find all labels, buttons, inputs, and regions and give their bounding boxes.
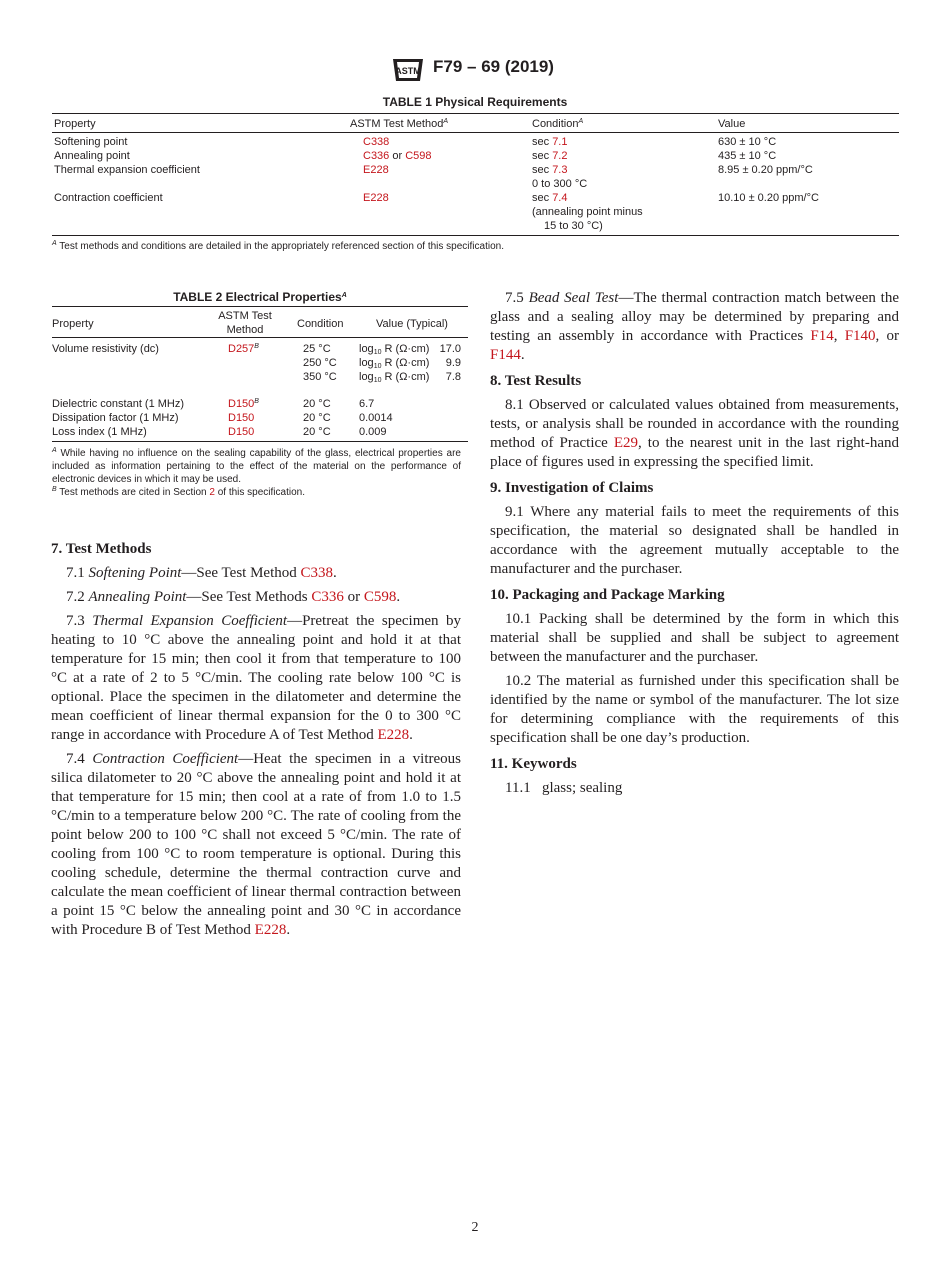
table2-cell-condition: 350 °C — [303, 371, 337, 383]
table2-cell-method: $D150^B$ — [228, 398, 259, 410]
section-8-heading: 8. Test Results — [490, 373, 582, 389]
section-11-heading: 11. Keywords — [490, 756, 577, 772]
table1-cell-method-link[interactable]: E228 — [363, 192, 389, 204]
page-header — [0, 54, 950, 86]
section-7-heading: 7. Test Methods — [51, 541, 152, 557]
table2-bottom-rule — [52, 441, 468, 442]
paragraph-7-3: 7.3 Thermal Expansion Coefficient—Pretreat the specimen by heating to 10 °C above the annealing point and hold it at that temperature for 15 min; then cool it from that temperature to 100 °C at a rate of 2 to 5 °C/min. The cooling rate below 100 °C is optional. Place the specimen in the dilatometer and determine the mean coefficient of linear thermal expansion for the 0 to 300 °C range in accordance with Procedure A of Test Method E228. — [51, 613, 461, 743]
paragraph-7-1: 7.1 Softening Point—See Test Method C338. — [66, 565, 337, 581]
table1-cell-condition: sec 7.2 — [532, 150, 568, 162]
table2-cell-log-expression: $\log_{10} R$ (Ω·cm) — [359, 371, 430, 384]
table2-cell-value: 17.0 — [439, 343, 461, 355]
right-column — [490, 289, 899, 803]
table2-header-condition: Condition — [297, 318, 344, 330]
paragraph-9-1: 9.1 Where any material fails to meet the requirements of this specification, the material so designated shall be handled in accordance with the agreement mutually acceptable to the manufacturer and the purchaser. — [490, 504, 899, 577]
table1-footnote: $^A$ Test methods and conditions are detailed in the appropriately referenced section of this specification. — [52, 240, 504, 252]
table2-cell-method-link[interactable]: D150 — [228, 412, 255, 424]
test-method-link[interactable]: E228 — [254, 922, 287, 938]
table1-method-link[interactable]: C598 — [405, 150, 432, 162]
table1-condition-link[interactable]: 7.1 — [552, 136, 568, 148]
table1-cell-condition: sec 7.4 — [532, 192, 568, 204]
table1-header-condition: Condition$^A$ — [532, 118, 584, 130]
table2-cell-log-expression: $\log_{10} R$ (Ω·cm) — [359, 357, 430, 370]
paragraph-8-1: 8.1 Observed or calculated values obtained from measurements, tests, or analysis shall be rounded in accordance with the rounding method of Practice E29, to the nearest unit in the last right-hand place of figures used in expressing the specified limit. — [490, 397, 899, 470]
practice-link[interactable]: F144 — [490, 347, 521, 363]
table1 — [52, 113, 899, 237]
paragraph-10-2: 10.2 The material as furnished under this specification shall be identified by the name or symbol of the manufacturer. The lot size for determining compliance with the requirements of this specification shall be one day’s production. — [490, 673, 899, 746]
table1-cell-value: 8.95 ± 0.20 ppm/°C — [718, 164, 813, 176]
table2-footnote-b: $^B$ Test methods are cited in Section 2 of this specification. — [52, 486, 305, 498]
table2-cell-property: Loss index (1 MHz) — [52, 426, 147, 438]
test-method-link[interactable]: C598 — [363, 589, 397, 605]
left-column — [51, 540, 461, 945]
test-method-link[interactable]: C338 — [300, 565, 334, 581]
test-method-link[interactable]: C336 — [311, 589, 344, 605]
table1-condition-link[interactable]: 7.2 — [552, 150, 568, 162]
table1-header-value: Value — [718, 118, 746, 130]
table1-cell-value: 10.10 ± 0.20 ppm/°C — [718, 192, 819, 204]
table2-caption: TABLE 2 Electrical Properties$^A$ — [173, 290, 347, 304]
table1-cell-condition-extra: (annealing point minus — [532, 206, 643, 218]
table2-cell-condition: 25 °C — [303, 343, 331, 355]
document-designation: F79 – 69 (2019) — [433, 57, 554, 76]
table1-cell-condition: sec 7.1 — [532, 136, 568, 148]
paragraph-7-2: 7.2 Annealing Point—See Test Methods C336 or C598. — [66, 589, 401, 605]
practice-link[interactable]: E29 — [613, 435, 639, 451]
table1-condition-link[interactable]: 7.3 — [552, 164, 568, 176]
table1-condition-link[interactable]: 7.4 — [552, 192, 568, 204]
table2 — [52, 306, 468, 444]
table1-method-link[interactable]: C336 — [363, 150, 390, 162]
table2-cell-property: Volume resistivity (dc) — [52, 343, 159, 355]
table2-cell-condition: 20 °C — [303, 398, 331, 410]
table1-cell-condition-extra: 15 to 30 °C) — [544, 220, 603, 232]
table1-cell-method-link[interactable]: E228 — [363, 164, 389, 176]
section-10-heading: 10. Packaging and Package Marking — [490, 587, 725, 603]
table2-header-value: Value (Typical) — [376, 318, 448, 330]
table2-cell-value: 9.9 — [445, 357, 461, 369]
section-9-heading: 9. Investigation of Claims — [490, 480, 654, 496]
practice-link[interactable]: F14 — [810, 328, 834, 344]
table2-header-property: Property — [52, 318, 94, 330]
table2-method-link[interactable]: D150 — [228, 398, 255, 410]
table2-cell-log-expression: $\log_{10} R$ (Ω·cm) — [359, 343, 430, 356]
table1-cell-value: 435 ± 10 °C — [718, 150, 777, 162]
astm-logo-icon — [390, 54, 426, 84]
table2-cell-method: $D257^B$ — [228, 343, 259, 355]
table2-cell-property: Dissipation factor (1 MHz) — [52, 412, 179, 424]
table2-footnote-a: $^A$ While having no influence on the sealing capability of the glass, electrical properties are included as information pertaining to the effect of the material on the performance of electronic devices in which it may be used. — [52, 447, 461, 485]
table1-cell-value: 630 ± 10 °C — [718, 136, 777, 148]
table1-cell-property: Thermal expansion coefficient — [54, 164, 200, 176]
table2-top-rule — [52, 306, 468, 307]
practice-link[interactable]: F140 — [844, 328, 876, 344]
table2-cell-property: Dielectric constant (1 MHz) — [52, 398, 185, 410]
section-link[interactable]: 2 — [209, 487, 215, 498]
page-number: 2 — [471, 1220, 479, 1235]
table1-header-rule — [52, 132, 899, 133]
table1-cell-property: Annealing point — [54, 150, 130, 162]
table1-bottom-rule — [52, 235, 899, 236]
table2-method-link[interactable]: D257 — [228, 343, 255, 355]
table2-cell-method-link[interactable]: D150 — [228, 426, 255, 438]
astm-logo-text: ASTM — [395, 66, 421, 76]
table2-cell-value: 6.7 — [359, 398, 375, 410]
table2-cell-condition: 20 °C — [303, 412, 331, 424]
table1-header-property: Property — [54, 118, 96, 130]
table1-cell-method: C336 or C598 — [363, 150, 432, 162]
table2-cell-value: 0.0014 — [359, 412, 393, 424]
table1-cell-property: Contraction coefficient — [54, 192, 163, 204]
table1-caption: TABLE 1 Physical Requirements — [382, 95, 568, 109]
table2-header-rule — [52, 337, 468, 338]
table2-cell-condition: 250 °C — [303, 357, 337, 369]
table1-cell-method-link[interactable]: C338 — [363, 136, 390, 148]
table1-cell-condition: sec 7.3 — [532, 164, 568, 176]
table2-cell-value: 0.009 — [359, 426, 387, 438]
paragraph-7-5: 7.5 Bead Seal Test—The thermal contraction match between the glass and a sealing alloy may be determined by preparing and testing an assembly in accordance with Practices F14, F140, or F144. — [490, 290, 900, 363]
paragraph-11-1: 11.1 glass; sealing — [505, 780, 623, 796]
table2-cell-condition: 20 °C — [303, 426, 331, 438]
table1-cell-condition-extra: 0 to 300 °C — [532, 178, 588, 190]
paragraph-10-1: 10.1 Packing shall be determined by the form in which this material shall be supplied and shall be subject to agreement between the manufacturer and the purchaser. — [490, 611, 899, 665]
table1-top-rule — [52, 113, 899, 114]
paragraph-7-4: 7.4 Contraction Coefficient—Heat the specimen in a vitreous silica dilatometer to 20 °C above the annealing point and hold it at that temperature for 15 min; then cool at a rate of from 1.0 to 1.5 °C/min to a temperature below 200 °C. The rate of cooling from the point below 200 to 100 °C shall not exceed 5 °C/min. The rate of cooling from 100 °C to room temperature is optional. During this cooling schedule, determine the thermal contraction curve and calculate the mean coefficient of linear thermal contraction between a point 15 °C below the annealing point and 30 °C in accordance with Procedure B of Test Method E228. — [51, 751, 462, 938]
table2-cell-value: 7.8 — [445, 371, 461, 383]
table1-cell-property: Softening point — [54, 136, 128, 148]
table1-header-method: ASTM Test Method$^A$ — [350, 118, 449, 130]
table2-header-method: ASTM Test Method — [218, 310, 272, 336]
test-method-link[interactable]: E228 — [377, 727, 410, 743]
table2-footnotes — [52, 447, 461, 499]
